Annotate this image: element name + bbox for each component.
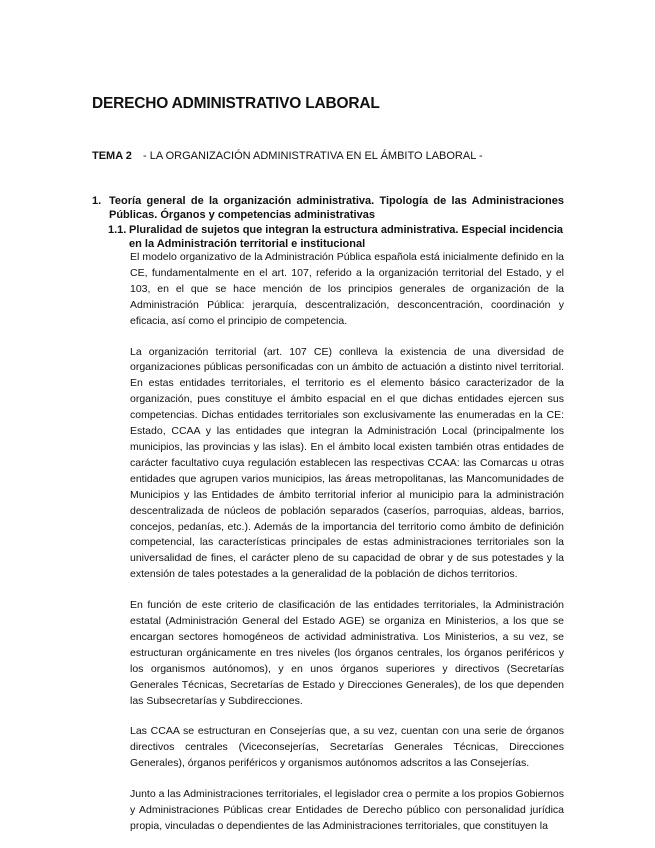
section-1-1-number: 1.1. xyxy=(108,224,127,236)
topic-label: TEMA 2 xyxy=(92,150,132,162)
section-1-1-title: Pluralidad de sujetos que integran la estructura administrativa. Especial incidencia en la Administración territorial e institucional xyxy=(129,224,564,250)
paragraph: El modelo organizativo de la Administración Pública española está inicialmente definido en la CE, fundamentalmente en el art. 107, referido a la organización territorial del Estado, y el 103, en el que se hace mención de los principios generales de organización de la Administración Pública: jerarquía, descentralización, desconcentración, coordinación y eficacia, así como el principio de competencia. xyxy=(130,251,564,327)
topic-line xyxy=(92,150,483,162)
section-1-number: 1. xyxy=(92,195,102,207)
section-1-heading xyxy=(92,194,564,222)
section-1-title: Teoría general de la organización administrativa. Tipología de las Administraciones Públicas. Órganos y competencias administrativas xyxy=(109,195,564,221)
section-1-1-heading xyxy=(108,223,564,251)
document-title: DERECHO ADMINISTRATIVO LABORAL xyxy=(92,95,380,112)
paragraph: En función de este criterio de clasificación de las entidades territoriales, la Administración estatal (Administración General del Estado AGE) se organiza en Ministerios, a los que se encargan sectores homogéneos de actividad administrativa. Los Ministerios, a su vez, se estructuran orgánicamente en tres niveles (los órganos centrales, los órganos periféricos y los organismos autónomos), y en unos órganos superiores y directivos (Secretarías Generales Técnicas, Secretarías de Estado y Direcciones Generales), de los que dependen las Subsecretarías y Subdirecciones. xyxy=(130,599,564,707)
paragraph: Junto a las Administraciones territoriales, el legislador crea o permite a los propios Gobiernos y Administraciones Públicas crear Entidades de Derecho público con personalidad jurídica propia, vinculadas o dependientes de las Administraciones territoriales, que constituyen la xyxy=(130,788,564,832)
topic-text: - LA ORGANIZACIÓN ADMINISTRATIVA EN EL ÁMBITO LABORAL - xyxy=(143,150,483,162)
paragraph: La organización territorial (art. 107 CE) conlleva la existencia de una diversidad de organizaciones públicas personificadas con un ámbito de actuación a distinto nivel territorial. En estas entidades territoriales, el territorio es el elemento básico caracterizador de la organización, pues constituye el ámbito espacial en el que dichas entidades ejercen sus competencias. Dichas entidades territoriales son exclusivamente las enumeradas en la CE: Estado, CCAA y las entidades que integran la Administración Local (principalmente los municipios, las provincias y las islas). En el ámbito local existen también otras entidades de carácter facultativo cuya regulación establecen las respectivas CCAA: las Comarcas u otras entidades que agrupen varios municipios, las áreas metropolitanas, las Mancomunidades de Municipios y las Entidades de ámbito territorial inferior al municipio para la administración descentralizada de núcleos de población separados (caseríos, parroquias, aldeas, barrios, concejos, pedanías, etc.). Además de la importancia del territorio como ámbito de definición competencial, las características principales de estas administraciones territoriales son la universalidad de fines, el carácter pleno de su capacidad de obrar y de sus potestades y la extensión de tales potestades a la generalidad de la población de dichos territorios. xyxy=(130,345,564,581)
body-text xyxy=(130,250,564,835)
paragraph: Las CCAA se estructuran en Consejerías que, a su vez, cuentan con una serie de órganos directivos centrales (Viceconsejerías, Secretarías Generales Técnicas, Direcciones Generales), órganos periféricos y organismos autónomos adscritos a las Consejerías. xyxy=(130,725,564,770)
